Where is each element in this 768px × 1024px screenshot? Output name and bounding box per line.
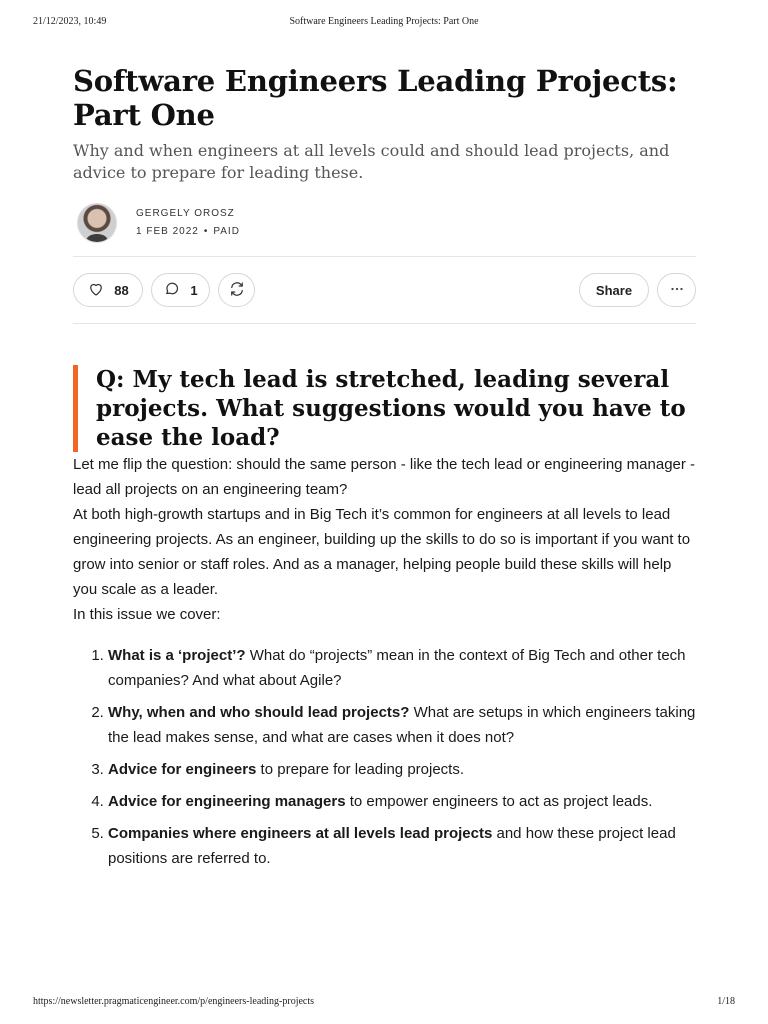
comment-count: 1: [190, 282, 198, 298]
list-item: [108, 789, 696, 814]
paragraph-context: At both high-growth startups and in Big Tech it’s common for engineers at all levels to lead engineering projects. As an engineer, building up the skills to do so is important if you want to grow into senior or staff roles. And as a manager, helping people build these skills will help you scale as a leader.: [73, 506, 691, 598]
restack-button[interactable]: [218, 273, 255, 307]
restack-icon: [228, 280, 246, 301]
question-blockquote: [73, 365, 696, 452]
list-item: [108, 757, 696, 782]
print-title: Software Engineers Leading Projects: Part One: [289, 16, 479, 27]
print-date: 21/12/2023, 10:49: [33, 16, 107, 27]
page-number: 1/18: [717, 996, 735, 1007]
list-item-bold: What is a ‘project’?: [108, 647, 246, 664]
post-date: 1 FEB 2022: [136, 226, 199, 237]
like-count: 88: [114, 282, 129, 298]
paragraph-cover: In this issue we cover:: [73, 606, 221, 623]
list-item-text: to prepare for leading projects.: [256, 761, 465, 778]
comment-button[interactable]: [151, 273, 210, 307]
paragraph-intro: Let me flip the question: should the same person - like the tech lead or engineering manager - lead all projects on an engineering team?: [73, 456, 696, 498]
byline: [73, 204, 696, 242]
list-item-bold: Companies where engineers at all levels lead projects: [108, 825, 493, 842]
article-title: Software Engineers Leading Projects: Part One: [73, 64, 678, 132]
question-heading: Q: My tech lead is stretched, leading several projects. What suggestions would you have to ease the load?: [96, 366, 686, 451]
topics-list: [73, 643, 696, 871]
list-item-bold: Advice for engineering managers: [108, 793, 346, 810]
print-url: https://newsletter.pragmaticengineer.com/p/engineers-leading-projects: [33, 996, 315, 1007]
list-item-text: to empower engineers to act as project leads.: [345, 793, 653, 810]
list-item: [108, 821, 696, 871]
more-button[interactable]: [657, 273, 696, 307]
list-item: [108, 700, 696, 750]
list-item-text: and how these project lead positions are referred to.: [108, 825, 676, 867]
author-avatar[interactable]: [77, 203, 117, 243]
article: [73, 64, 696, 878]
list-item-bold: Advice for engineers: [108, 761, 257, 778]
meta-separator: •: [203, 226, 209, 237]
access-badge: PAID: [213, 226, 240, 237]
list-item-text: What do “projects” mean in the context of Big Tech and other tech companies? And what about Agile?: [108, 647, 686, 689]
author-name[interactable]: GERGELY OROSZ: [136, 208, 235, 219]
action-bar: [73, 256, 696, 324]
list-item: [108, 643, 696, 693]
list-item-bold: Why, when and who should lead projects?: [108, 704, 410, 721]
article-subtitle: Why and when engineers at all levels could and should lead projects, and advice to prepare for leading these.: [73, 141, 670, 182]
heart-icon: [87, 280, 105, 301]
more-icon: [668, 280, 686, 301]
list-item-text: What are setups in which engineers taking the lead makes sense, and what are cases when it does not?: [108, 704, 696, 746]
comment-icon: [163, 280, 181, 301]
share-button[interactable]: Share: [579, 273, 649, 307]
like-button[interactable]: [73, 273, 143, 307]
post-meta: [136, 225, 240, 239]
